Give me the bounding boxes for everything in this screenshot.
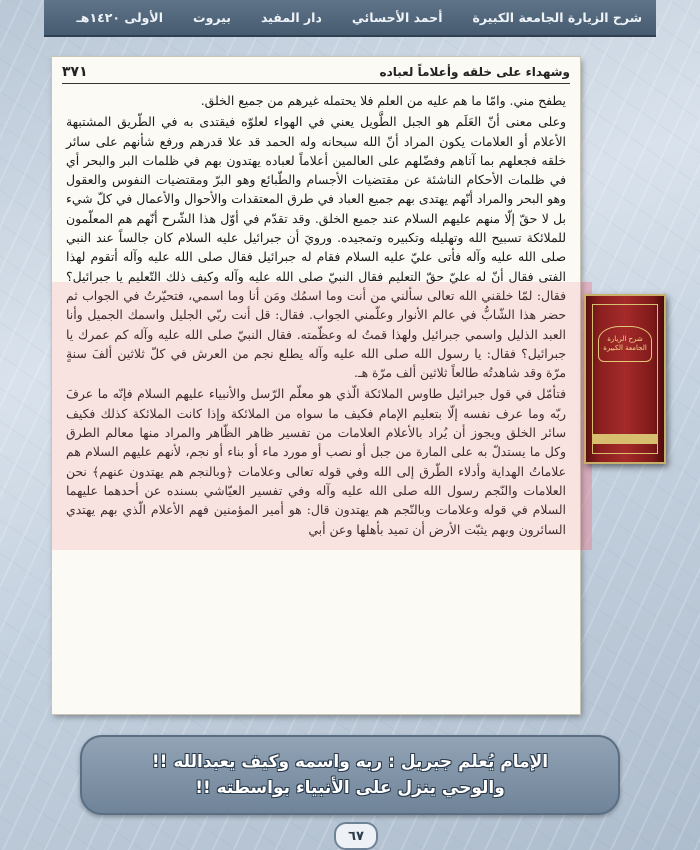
paragraph: وعلى معنى أنّ العَلَم هو الجبل الطَّويل يعني في الهواء لعلوّه فيقتدى به في الطّريق المشتبهة الأعلام أو العلامات يكون المراد أنّ الله سبحانه وله الحمد قد علا قدرهم ورفع شأنهم على سائر خلقه فجعلهم بما آتاهم وفضّلهم على العالمين أعلاماً لعباده يهتدون بهم في ظلمات البر والبحر أي في ظلمات الأحكام الناشئة عن مقتضيات الأجسام والطّبائع وهو البرّ ومقتضيات النفوس والعقول وهو البحر والمراد أنّهم يهتدى بهم جميع العباد في طرق المعتقدات والأحوال والأعمال في كلّ شيء بل لا حقّ إلّا منهم عليهم السلام عند جميع الخلق. وقد تقدّم في أوّل هذا الشّرح أنّهم هم المعلّمون للملائكة تسبيح الله وتهليله وتكبيره وتمجيده. ورويَ أن جبرائيل عليه السلام كان جالساً عند النبي صلى الله عليه وآله فأتى عليّ عليه السلام فقام له جبرائيل فقال صلى الله عليه وآله أتقوم لهذا الفتى فقال أنّ له عليّ حقّ التعليم فقال النبيّ صلى الله عليه وآله وكيف ذلك التّعليم يا جبرائيل؟ فقال: لمّا خلقني الله تعالى سألني من أنت وما اسمُك ومَن أنا وما اسمي، فتحيّرتُ في الجواب ثم حضر هذا الشّابُّ في عالم الأنوار وعلّمني الجواب. فقال: قل أنت ربّي الجليل واسمك الجميل وأنا العبد الذليل واسمي جبرائيل ولهذا قمتُ له وعظّمته. فقال النبيّ صلى الله عليه وآله كم عمرك يا جبرائيل؟ فقال: يا رسول الله صلى الله عليه وآله يطلع نجم من العرش في كلّ ثلاثين ألفَ سنةٍ مرّة وقد شاهدتُه طالعاً ثلاثين ألف مرّة هـ. xyxy=(66,114,566,381)
page-number: ٣٧١ xyxy=(62,64,88,80)
book-cover-title: شرح الزيارة الجامعة الكبيرة xyxy=(603,335,647,352)
page-badge: ٦٧ xyxy=(334,822,378,850)
page-text xyxy=(66,91,566,541)
edition-info: الأولى ١٤٢٠هـ xyxy=(76,10,164,25)
book-cover-band xyxy=(592,434,658,444)
publisher-name: دار المفيد xyxy=(260,10,322,25)
caption-line-1: الإمام يُعلم جبريل : ربه واسمه وكيف يعبدالله !! xyxy=(151,752,549,772)
city-name: بيروت xyxy=(193,10,231,25)
page-header xyxy=(62,61,570,84)
caption-box xyxy=(80,735,620,815)
book-title: شرح الزيارة الجامعة الكبيرة xyxy=(472,10,642,25)
page-header-title: وشهداء على خلقه وأعلاماً لعباده xyxy=(379,65,570,79)
paragraph: فتأمّل في قول جبرائيل طاوس الملائكة الّذي هو معلّم الرّسل والأنبياء عليهم السلام فإنّه ما عرفَ ربّه وما عرف نفسه إلّا بتعليم الإمام فكيف ما سواه من الملائكة وإذا كانت الملائكة كذلك فكيف سائر الخلق ويجوز أن يُراد بالأعلام العلامات من تفسير ظاهر الظّاهر والمراد منها معالم الطرق وكل ما يستدلّ به على المارة من جبل أو نصب أو مورد ماء أو بناء أو نجم، لأنهم عليهم السلام هم علاماتُ الهداية وأدلاء الطّرق إلى الله وفي قوله تعالى وعلامات ﴿وبالنجم هم يهتدون عنهم﴾ نحن العلامات والنّجم رسول الله صلى الله عليه وآله وفي تفسير العيّاشي بسنده عن أحدهما عليهما السلام في قوله وعلامات وبالنّجم هم يهتدون قال: هو أمير المؤمنين فهم الأعلام الّذي بهم يهتدي السائرون وبهم يثبّت الأرض أن تميد بأهلها وعن أبي xyxy=(66,386,566,537)
author-name: أحمد الأحسائي xyxy=(351,10,443,25)
scanned-page xyxy=(52,57,580,714)
book-cover-ornament xyxy=(598,326,652,362)
paragraph: يطفح مني. وامّا ما هم عليه من العلم فلا يحتمله غيرهم من جميع الخلق. xyxy=(200,93,566,108)
book-cover-image xyxy=(584,294,666,464)
caption-line-2: والوحي ينزل على الأنبياء بواسطته !! xyxy=(195,778,505,798)
top-bar xyxy=(44,0,656,37)
